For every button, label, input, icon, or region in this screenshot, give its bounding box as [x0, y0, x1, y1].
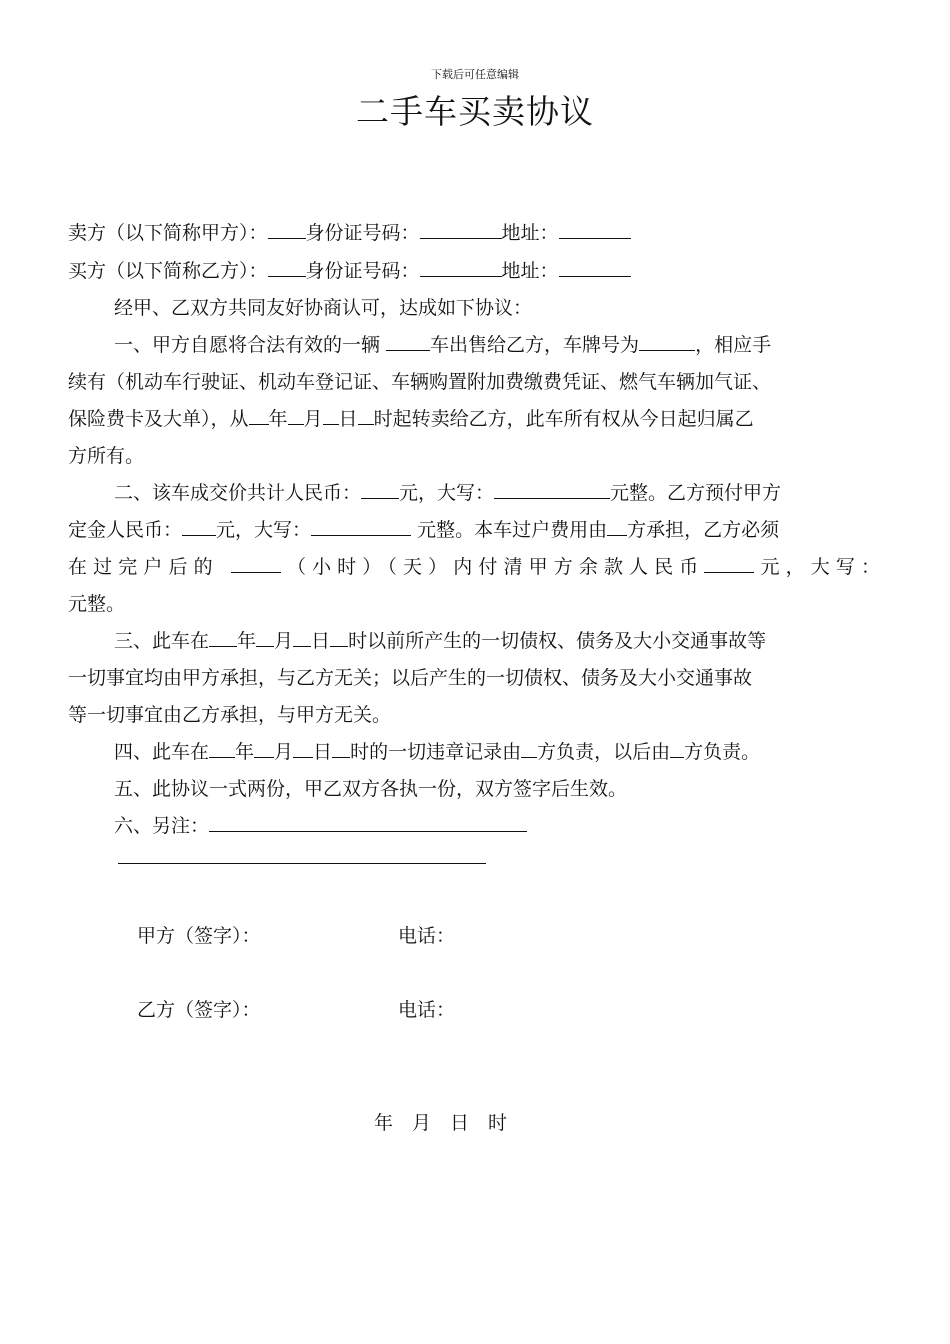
party-b-phone: 电话：	[398, 999, 456, 1021]
clause4-line1	[114, 737, 760, 764]
clause1-text-c: ，相应手	[695, 334, 772, 356]
day-label: 日	[338, 408, 358, 430]
violation-party-blank	[521, 739, 537, 758]
seller-label: 卖方（以下简称甲方）：	[68, 222, 268, 244]
clause5: 五、此协议一式两份，甲乙双方各执一份，双方签字后生效。	[114, 778, 628, 800]
c3-month-blank	[256, 628, 274, 647]
clause2-text-after: 在过完户后的	[68, 556, 231, 578]
transfer-year-blank	[249, 406, 269, 425]
clause6-line	[114, 811, 527, 838]
buyer-address-label: 地址：	[501, 260, 559, 282]
buyer-id-label: 身份证号码：	[305, 260, 420, 282]
clause3-line3: 等一切事宜由乙方承担，与甲方无关。	[68, 704, 392, 726]
clause1-text-a: 一、甲方自愿将合法有效的一辆	[114, 334, 387, 356]
party-a-phone: 电话：	[398, 925, 456, 947]
deposit-label: 定金人民币：	[68, 519, 183, 541]
transfer-hour-blank	[358, 406, 374, 425]
clause2-text-price: 二、该车成交价共计人民币：	[114, 482, 362, 504]
c3-hour-blank	[330, 628, 348, 647]
fee-party-blank	[607, 517, 627, 536]
clause1-line4: 方所有。	[68, 445, 145, 467]
clause1-text-b: 车出售给乙方，车牌号为	[430, 334, 640, 356]
clause2-line2	[68, 515, 779, 542]
clause2-line1	[114, 478, 781, 505]
document-title: 二手车买卖协议	[356, 92, 594, 131]
later-party-blank	[670, 739, 684, 758]
clause2-line3	[68, 552, 880, 579]
seller-id-label: 身份证号码：	[305, 222, 420, 244]
c4-day-blank	[293, 739, 313, 758]
clause2-line4: 元整。	[68, 593, 126, 615]
c3-day-label: 日	[311, 630, 331, 652]
price-blank	[361, 480, 399, 499]
clause4-text-a: 四、此车在	[114, 741, 210, 763]
clause2-text-capital: 元，大写：	[399, 482, 495, 504]
transfer-day-blank	[323, 406, 339, 425]
plate-number-blank	[639, 332, 695, 351]
clause1-line3	[68, 404, 754, 431]
clause4-text-b: 时的一切违章记录由	[350, 741, 522, 763]
clause1-line1	[114, 330, 771, 357]
year-label: 年	[268, 408, 288, 430]
deposit-blank	[182, 517, 216, 536]
deposit-capital-label: 元，大写：	[216, 519, 312, 541]
seller-line	[68, 218, 631, 245]
c3-year-label: 年	[237, 630, 257, 652]
clause1-text-from: 保险费卡及大单），从	[68, 408, 249, 430]
c4-year-label: 年	[235, 741, 255, 763]
clause2-text-balance: （小时）（天）内付清甲方余款人民币	[280, 556, 705, 578]
clause3-text-b: 时以前所产生的一切债权、债务及大小交通事故等	[348, 630, 767, 652]
seller-id-blank	[420, 220, 502, 239]
clause1-text-ownership: 时起转卖给乙方，此车所有权从今日起归属乙	[373, 408, 754, 430]
clause3-line1	[114, 626, 766, 653]
car-type-blank	[386, 332, 430, 351]
transfer-fee-text: 元整。本车过户费用由	[411, 519, 608, 541]
c4-day-label: 日	[313, 741, 333, 763]
buyer-id-blank	[420, 258, 502, 277]
c3-day-blank	[293, 628, 311, 647]
seller-address-label: 地址：	[501, 222, 559, 244]
clause4-text-c: 方负责，以后由	[537, 741, 671, 763]
seller-address-blank	[559, 220, 631, 239]
c4-month-blank	[254, 739, 274, 758]
c4-hour-blank	[332, 739, 350, 758]
remarks-blank-1	[209, 813, 527, 832]
clause2-text-must: 方承担，乙方必须	[627, 519, 780, 541]
seller-name-blank	[268, 220, 306, 239]
intro-paragraph: 经甲、乙双方共同友好协商认可，达成如下协议：	[114, 297, 533, 319]
buyer-address-blank	[559, 258, 631, 277]
buyer-name-blank	[268, 258, 306, 277]
balance-capital-label: 元，大写：	[754, 556, 880, 578]
party-a-signature: 甲方（签字）：	[137, 925, 261, 947]
clause3-line2: 一切事宜均由甲方承担，与乙方无关；以后产生的一切债权、债务及大小交通事故	[68, 667, 753, 689]
clause3-text-a: 三、此车在	[114, 630, 210, 652]
c4-month-label: 月	[274, 741, 294, 763]
party-b-signature: 乙方（签字）：	[137, 999, 261, 1021]
buyer-label: 买方（以下简称乙方）：	[68, 260, 268, 282]
clause4-text-d: 方负责。	[684, 741, 761, 763]
clause6-label: 六、另注：	[114, 815, 210, 837]
transfer-month-blank	[288, 406, 304, 425]
balance-blank	[704, 554, 754, 573]
clause1-line2: 续有（机动车行驶证、机动车登记证、车辆购置附加费缴费凭证、燃气车辆加气证、	[68, 371, 772, 393]
time-limit-blank	[231, 554, 281, 573]
clause2-text-deposit: 元整。乙方预付甲方	[610, 482, 782, 504]
c4-year-blank	[209, 739, 235, 758]
date-line: 年 月 日 时	[374, 1112, 508, 1134]
deposit-capital-blank	[311, 517, 411, 536]
price-capital-blank	[494, 480, 610, 499]
top-note: 下载后可任意编辑	[431, 68, 519, 81]
remarks-blank-2	[118, 863, 486, 864]
month-label: 月	[303, 408, 323, 430]
c3-year-blank	[209, 628, 237, 647]
buyer-line	[68, 256, 631, 283]
c3-month-label: 月	[274, 630, 294, 652]
